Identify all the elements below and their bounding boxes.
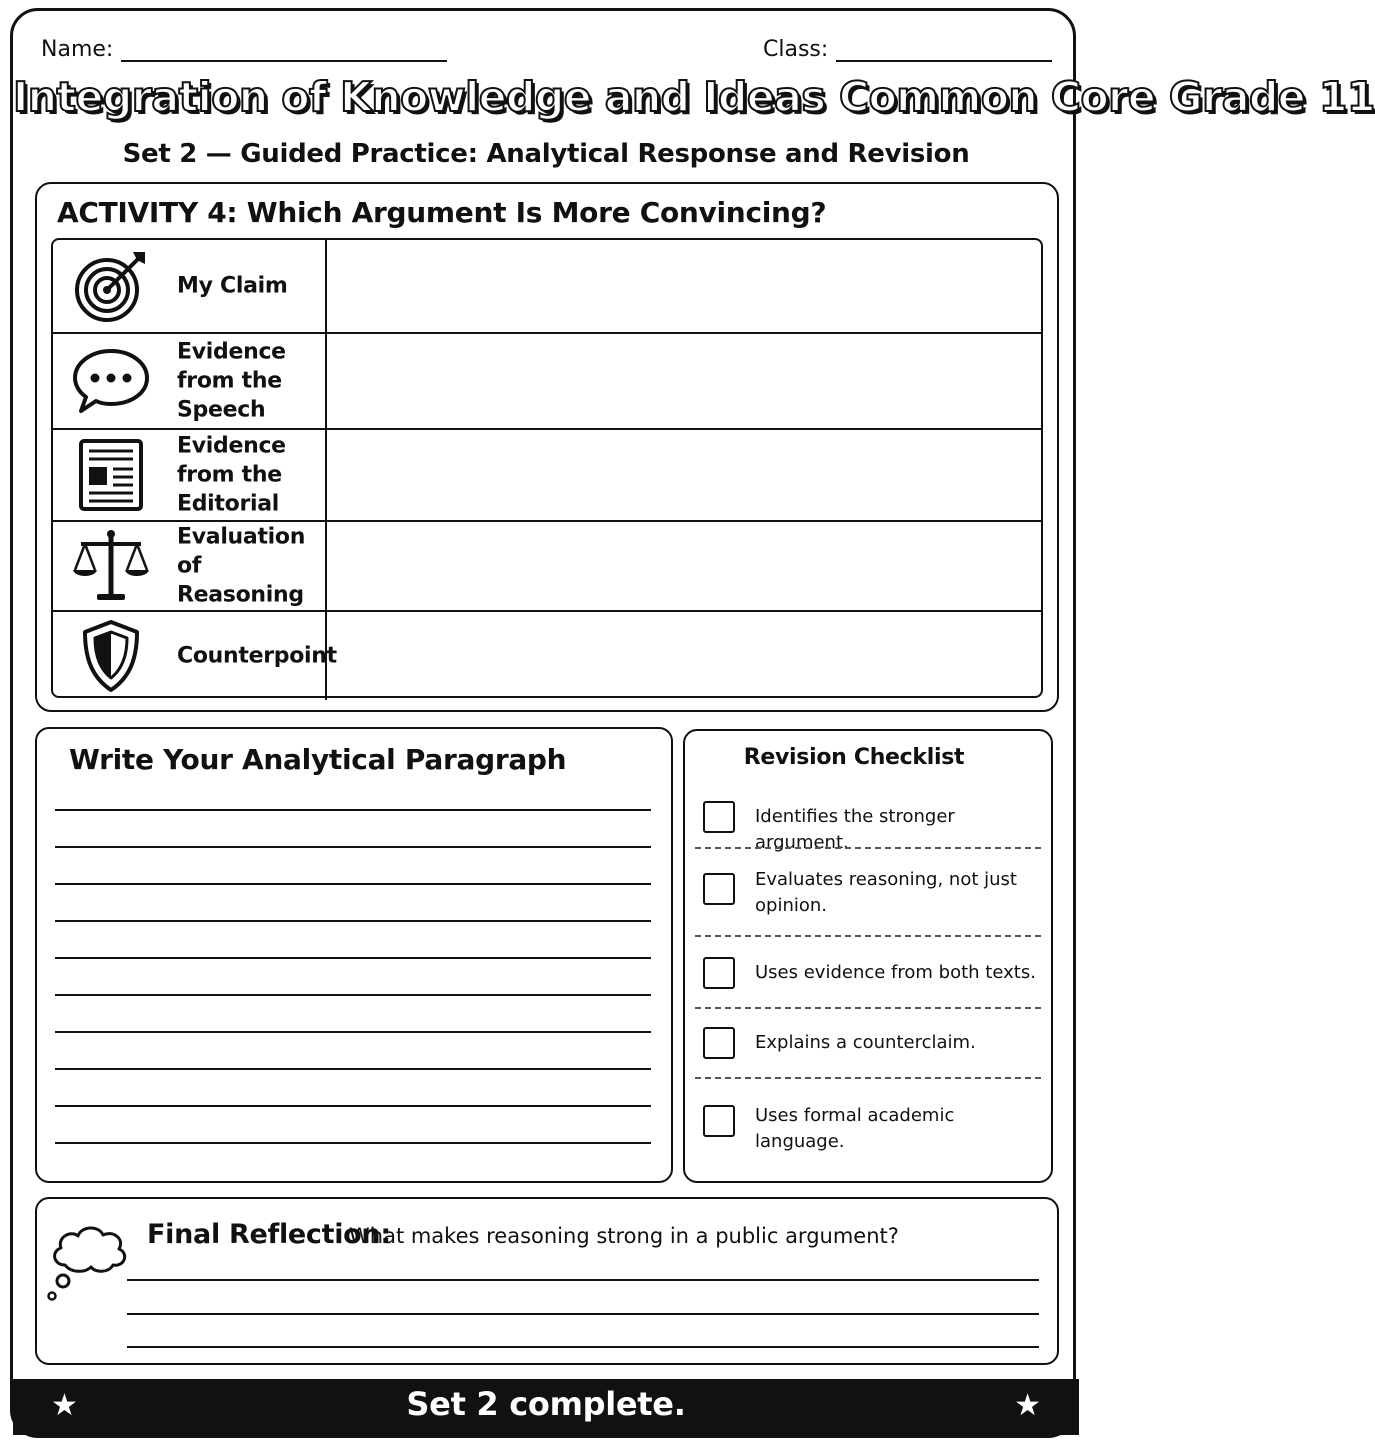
grid-row-claim[interactable]	[53, 240, 1041, 334]
speech-bubble-icon	[71, 341, 151, 421]
revision-checklist	[683, 729, 1053, 1183]
name-input-line[interactable]	[121, 40, 447, 62]
grid-label: Counterpoint	[177, 643, 337, 669]
activity-title: ACTIVITY 4: Which Argument Is More Convincing?	[57, 196, 827, 229]
checklist-item-text: Evaluates reasoning, not just opinion.	[755, 869, 1017, 916]
paragraph-title: Write Your Analytical Paragraph	[69, 743, 567, 776]
grid-row-speech-evidence[interactable]	[53, 334, 1041, 430]
grid-label-cell	[53, 522, 327, 610]
grid-row-counterpoint[interactable]	[53, 612, 1041, 700]
footer-banner	[13, 1379, 1079, 1435]
grid-label-cell	[53, 240, 327, 332]
checklist-item-text: Explains a counterclaim.	[755, 1032, 976, 1053]
star-icon: ★	[1014, 1388, 1041, 1423]
checkbox[interactable]	[703, 957, 735, 989]
class-label: Class:	[763, 37, 829, 62]
checkbox[interactable]	[703, 801, 735, 833]
grid-row-evaluation[interactable]	[53, 522, 1041, 612]
writing-line[interactable]	[55, 1105, 651, 1107]
writing-line[interactable]	[55, 809, 651, 811]
checkbox[interactable]	[703, 873, 735, 905]
grid-label: Evaluation of Reasoning	[177, 524, 306, 608]
checklist-divider	[695, 1077, 1041, 1079]
thought-cloud-icon	[43, 1213, 133, 1303]
argument-grid	[51, 238, 1043, 698]
checklist-divider	[695, 935, 1041, 937]
shield-icon	[71, 616, 151, 696]
newspaper-icon	[71, 435, 151, 515]
writing-line[interactable]	[55, 1142, 651, 1144]
target-icon	[71, 246, 151, 326]
writing-line[interactable]	[55, 883, 651, 885]
paragraph-section	[35, 727, 673, 1183]
class-input-line[interactable]	[836, 40, 1052, 62]
scales-icon	[71, 526, 151, 606]
reflection-question: What makes reasoning strong in a public argument?	[349, 1224, 899, 1248]
checkbox[interactable]	[703, 1027, 735, 1059]
checklist-item-text: Uses formal academic language.	[755, 1105, 955, 1152]
checklist-item-text: Uses evidence from both texts.	[755, 962, 1036, 983]
star-icon: ★	[51, 1388, 78, 1423]
writing-line[interactable]	[55, 957, 651, 959]
grid-row-editorial-evidence[interactable]	[53, 430, 1041, 522]
worksheet-page	[10, 8, 1375, 1438]
page-subtitle: Set 2 — Guided Practice: Analytical Response and Revision	[122, 139, 970, 169]
writing-line[interactable]	[55, 1031, 651, 1033]
grid-label: Evidence from the Editorial	[177, 433, 286, 517]
page-title: Integration of Knowledge and Ideas Common Core Grade 11	[13, 73, 1375, 121]
checklist-divider	[695, 1007, 1041, 1009]
grid-label-cell	[53, 334, 327, 428]
grid-label: Evidence from the Speech	[177, 339, 286, 423]
writing-line[interactable]	[55, 920, 651, 922]
name-label: Name:	[41, 37, 114, 62]
grid-label-cell	[53, 612, 337, 700]
reflection-line[interactable]	[127, 1346, 1039, 1348]
reflection-line[interactable]	[127, 1279, 1039, 1281]
writing-line[interactable]	[55, 846, 651, 848]
reflection-heading: Final Reflection:	[147, 1219, 391, 1250]
name-field	[41, 37, 447, 62]
checklist-divider	[695, 847, 1041, 849]
checklist-item-text: Identifies the stronger argument.	[755, 806, 955, 853]
activity-section	[35, 182, 1059, 712]
checklist-title: Revision Checklist	[743, 745, 965, 770]
reflection-line[interactable]	[127, 1313, 1039, 1315]
footer-text: Set 2 complete.	[406, 1385, 686, 1423]
class-field	[763, 37, 1052, 62]
writing-line[interactable]	[55, 1068, 651, 1070]
checkbox[interactable]	[703, 1105, 735, 1137]
writing-line[interactable]	[55, 994, 651, 996]
final-reflection-section	[35, 1197, 1059, 1365]
grid-label-cell	[53, 430, 327, 520]
grid-label: My Claim	[177, 273, 288, 299]
